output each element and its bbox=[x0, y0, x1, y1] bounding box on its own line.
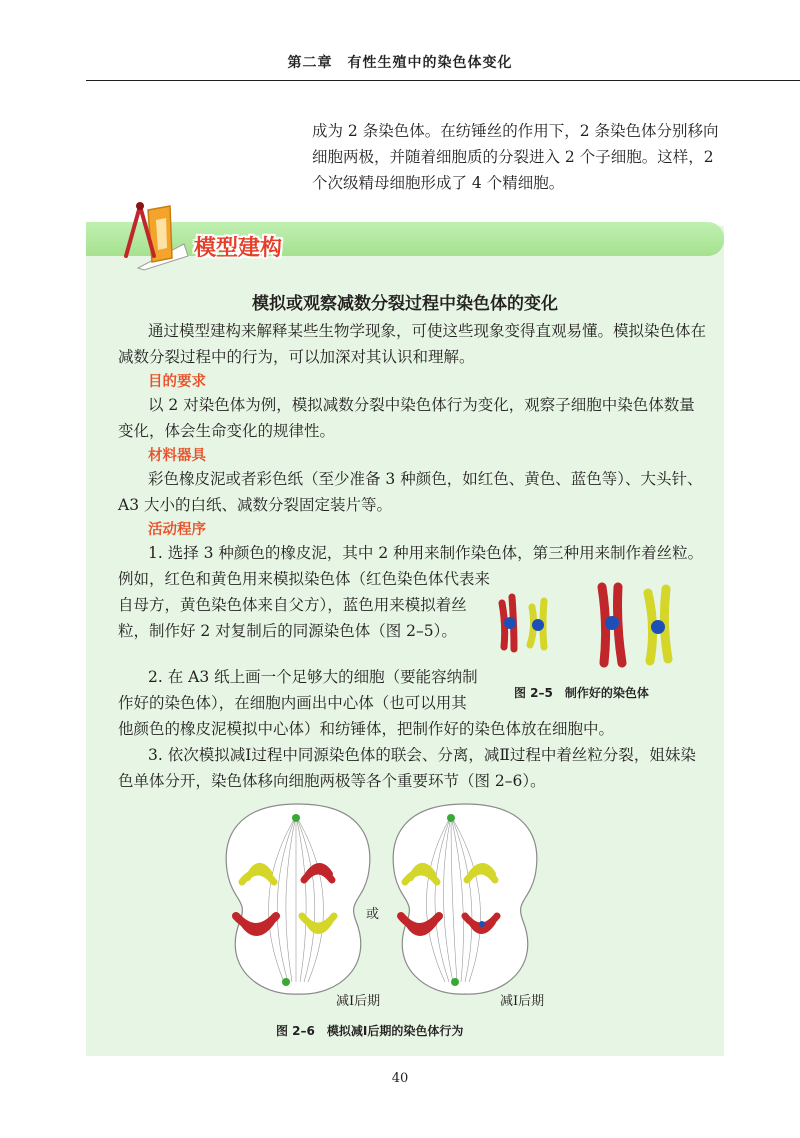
step1-continued: 例如，红色和黄色用来模拟染色体（红色染色体代表来自母方，黄色染色体来自父方），蓝色用来模拟着丝粒，制作好 2 对复制后的同源染色体（图 2–5）。 bbox=[118, 570, 491, 640]
figure-2-5-caption: 图 2–5 制作好的染色体 bbox=[514, 686, 649, 700]
centromere-blue bbox=[651, 620, 665, 634]
centromere-blue bbox=[532, 619, 544, 631]
step2-text: 2. 在 A3 纸上画一个足够大的细胞（要能容纳制作好的染色体），在细胞内画出中心体（也可以用其 bbox=[118, 668, 478, 712]
step2-continued: 他颜色的橡皮泥模拟中心体）和纺锤体，把制作好的染色体放在细胞中。 bbox=[118, 720, 615, 738]
page-number: 40 bbox=[391, 1071, 409, 1086]
centromere-blue bbox=[504, 617, 516, 629]
banner-title: 模型建构 bbox=[194, 236, 283, 261]
figure-2-6-cell-left bbox=[218, 796, 378, 1006]
centrosome bbox=[447, 814, 455, 822]
materials-text: 彩色橡皮泥或者彩色纸（至少准备 3 种颜色，如红色、黄色、蓝色等）、大头针、A3 大小的白纸、减数分裂固定装片等。 bbox=[118, 470, 703, 514]
figure-2-5-chromosomes bbox=[490, 575, 700, 675]
figure-2-6-label-right: 减Ⅰ后期 bbox=[500, 994, 545, 1009]
figure-2-6-caption: 图 2–6 模拟减Ⅰ后期的染色体行为 bbox=[276, 1024, 464, 1038]
drafting-tools-icon bbox=[108, 200, 196, 270]
figure-2-6-label-left: 减Ⅰ后期 bbox=[336, 994, 381, 1009]
header-rule bbox=[86, 80, 800, 81]
intro-paragraph: 成为 2 条染色体。在纺锤丝的作用下，2 条染色体分别移向细胞两极，并随着细胞质的分裂进入 2 个子细胞。这样，2 个次级精母细胞形成了 4 个精细胞。 bbox=[312, 122, 719, 192]
purpose-heading: 目的要求 bbox=[148, 374, 206, 390]
chapter-header: 第二章 有性生殖中的染色体变化 bbox=[287, 55, 513, 71]
activity-title: 模拟或观察减数分裂过程中染色体的变化 bbox=[252, 294, 558, 314]
centrosome bbox=[282, 978, 290, 986]
figure-2-6-cell-right bbox=[385, 796, 545, 1006]
figure-2-6-or-label: 或 bbox=[366, 907, 380, 922]
step1-line: 1. 选择 3 种颜色的橡皮泥，其中 2 种用来制作染色体，第三种用来制作着丝粒。 bbox=[148, 544, 704, 562]
procedure-heading: 活动程序 bbox=[148, 522, 206, 538]
materials-heading: 材料器具 bbox=[148, 448, 206, 464]
purpose-text: 以 2 对染色体为例，模拟减数分裂中染色体行为变化，观察子细胞中染色体数量变化，体会生命变化的规律性。 bbox=[118, 396, 695, 440]
step3-text: 3. 依次模拟减Ⅰ过程中同源染色体的联会、分离，减Ⅱ过程中着丝粒分裂，姐妹染色单体分开，染色体移向细胞两极等各个重要环节（图 2–6）。 bbox=[118, 746, 696, 790]
centromere-blue bbox=[605, 616, 619, 630]
centrosome bbox=[292, 814, 300, 822]
centrosome bbox=[451, 978, 459, 986]
intro-text: 通过模型建构来解释某些生物学现象，可使这些现象变得直观易懂。模拟染色体在减数分裂过程中的行为，可以加深对其认识和理解。 bbox=[118, 322, 707, 366]
